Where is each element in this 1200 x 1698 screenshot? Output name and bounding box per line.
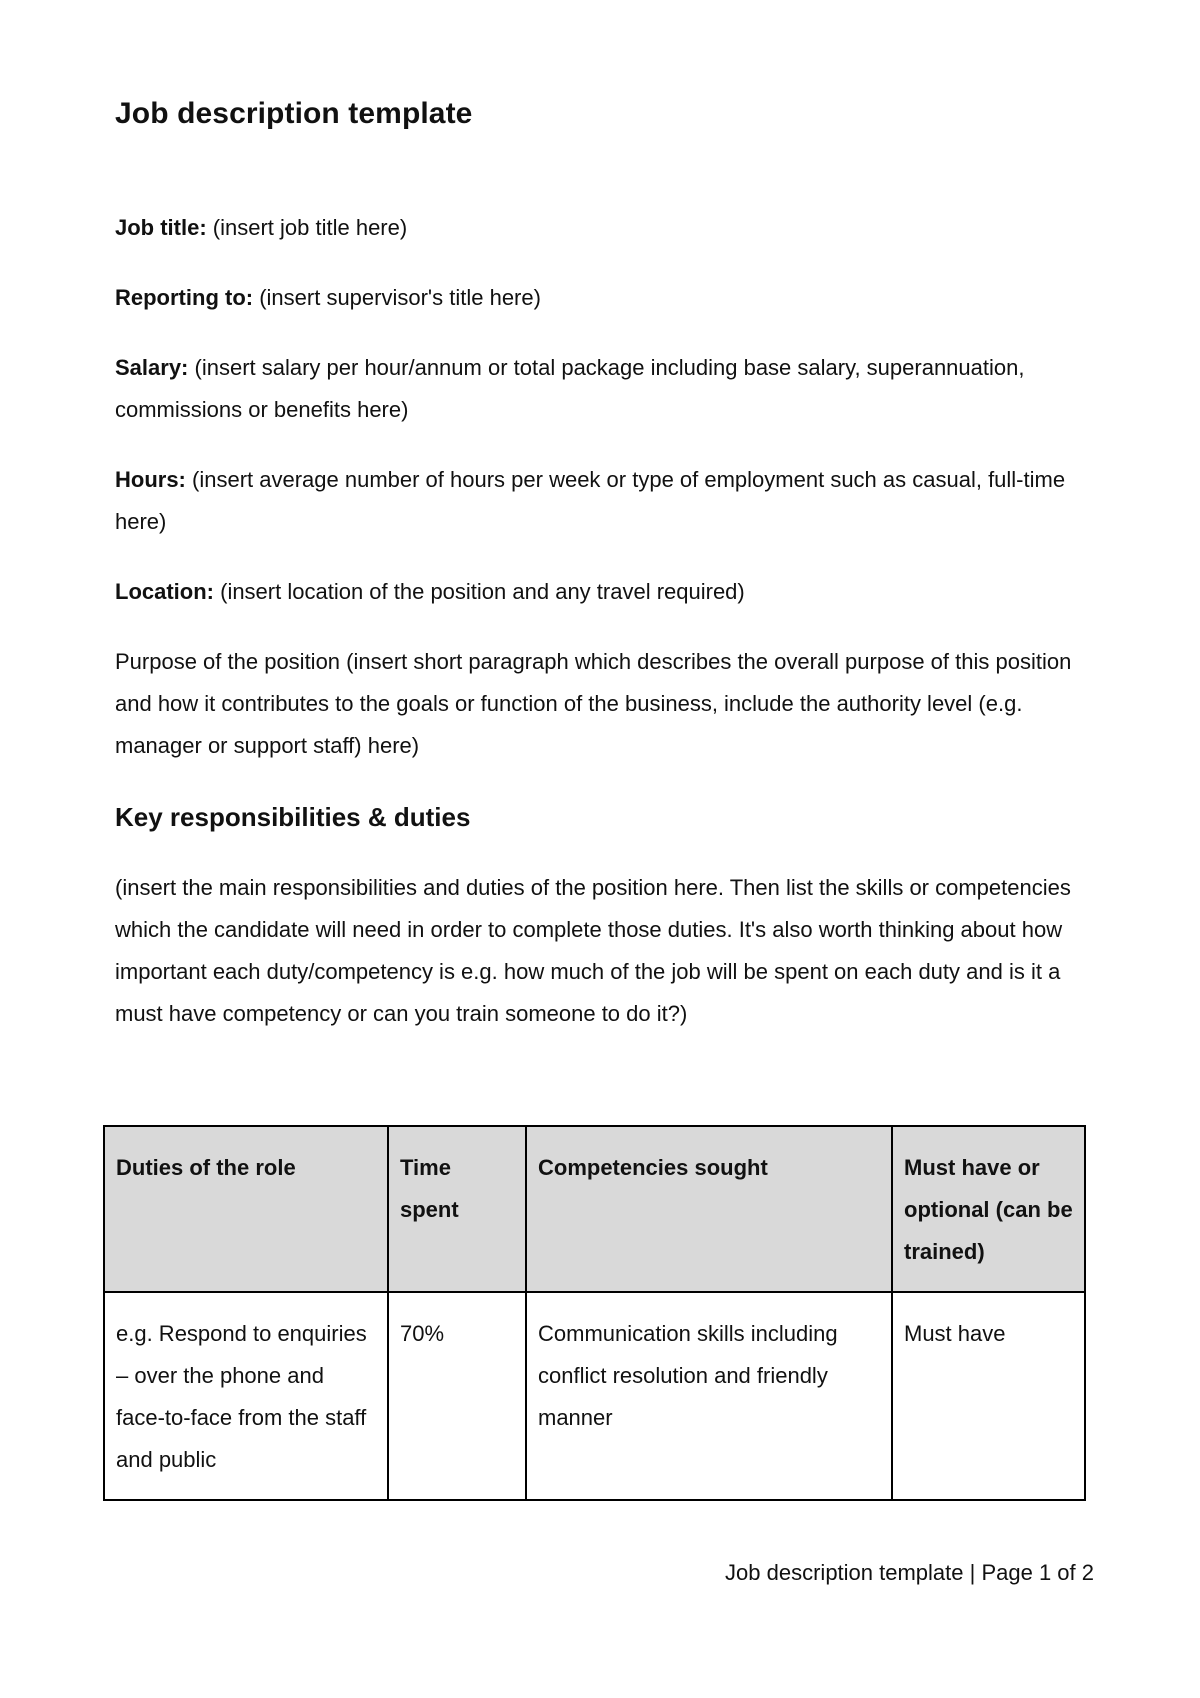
document-title: Job description template [115, 97, 473, 130]
table-header-time-spent: Time spent [388, 1126, 526, 1292]
field-label: Salary: [115, 355, 189, 380]
field-salary [115, 347, 1085, 431]
table-header-must-have: Must have or optional (can be trained) [892, 1126, 1085, 1292]
field-label: Reporting to: [115, 285, 254, 310]
field-value: (insert supervisor's title here) [253, 285, 541, 310]
field-job-title [115, 207, 1085, 249]
table-cell-must-have: Must have [892, 1292, 1085, 1500]
section-body: (insert the main responsibilities and duties of the position here. Then list the skills or competencies which the candidate will need in order to complete those duties. It's also worth thinking about how important each duty/competency is e.g. how much of the job will be spent on each duty and is it a must have competency or can you train someone to do it?) [115, 875, 1071, 1026]
field-label: Location: [115, 579, 214, 604]
table-header-row [104, 1126, 1085, 1292]
table-header-competencies: Competencies sought [526, 1126, 892, 1292]
table-cell-time-spent: 70% [388, 1292, 526, 1500]
field-value: (insert location of the position and any travel required) [214, 579, 745, 604]
field-reporting-to [115, 277, 1085, 319]
table-cell-duty: e.g. Respond to enquiries – over the phone and face-to-face from the staff and public [104, 1292, 388, 1500]
field-label: Job title: [115, 215, 207, 240]
document-page [115, 92, 1085, 1035]
purpose-paragraph: Purpose of the position (insert short paragraph which describes the overall purpose of this position and how it contributes to the goals or function of the business, include the authority level (e.g. manager or support staff) here) [115, 649, 1072, 758]
section-heading: Key responsibilities & duties [115, 802, 471, 832]
table-row [104, 1292, 1085, 1500]
page-footer: Job description template | Page 1 of 2 [725, 1560, 1094, 1585]
field-value: (insert salary per hour/annum or total package including base salary, superannuation, commissions or benefits here) [115, 355, 1025, 422]
duties-table [103, 1125, 1086, 1501]
field-location [115, 571, 1085, 613]
field-label: Hours: [115, 467, 186, 492]
field-value: (insert average number of hours per week or type of employment such as casual, full-time here) [115, 467, 1066, 534]
table-cell-competencies: Communication skills including conflict resolution and friendly manner [526, 1292, 892, 1500]
field-value: (insert job title here) [206, 215, 408, 240]
field-hours [115, 459, 1085, 543]
table-header-duties: Duties of the role [104, 1126, 388, 1292]
